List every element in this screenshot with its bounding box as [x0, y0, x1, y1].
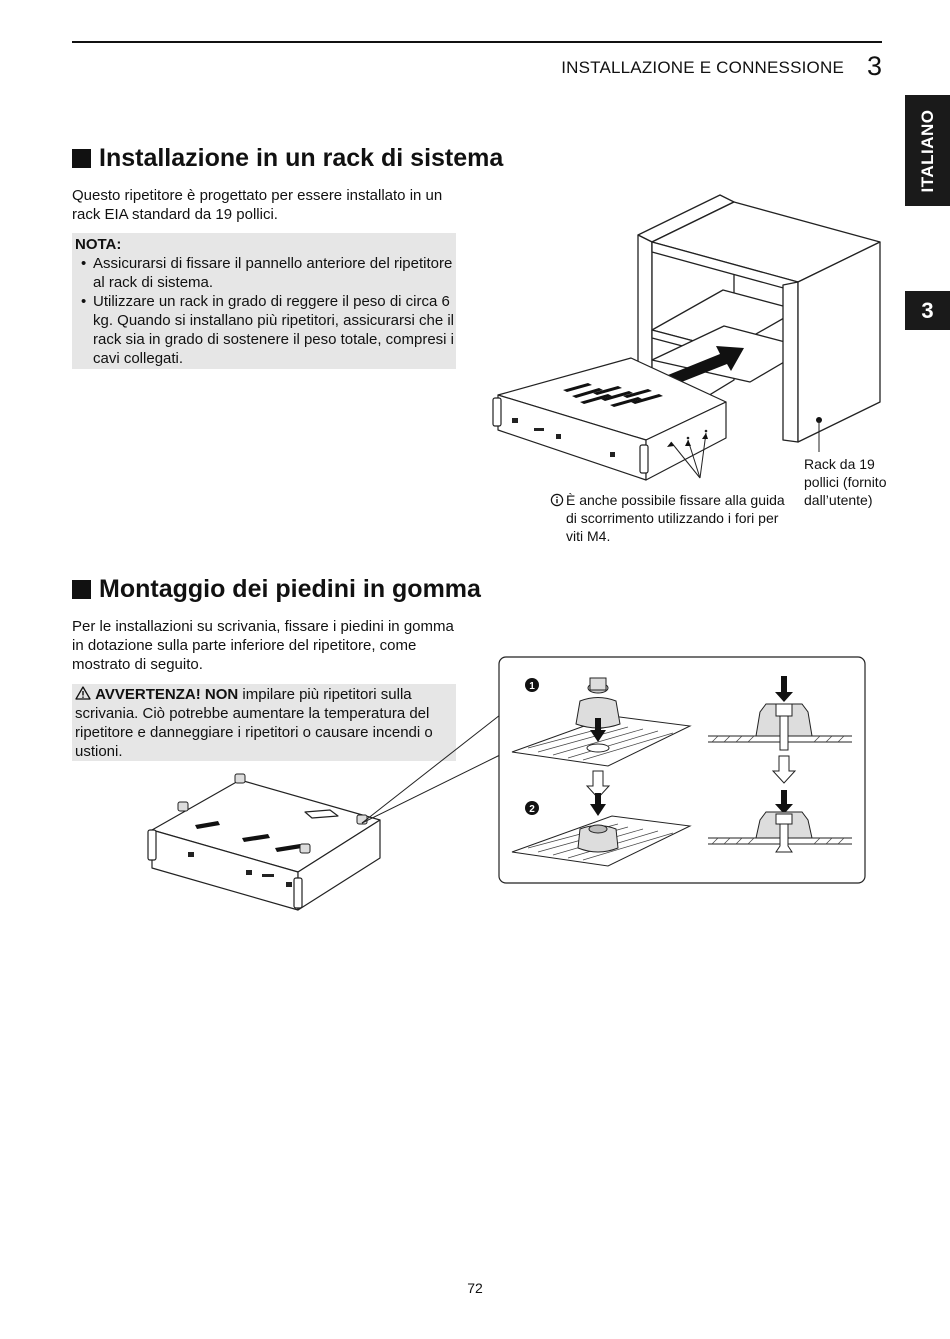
chapter-tab: 3	[905, 291, 950, 330]
warning-text: impilare più ripetitori sulla scrivania. Ciò potrebbe aumentare la temperatura del ripetitore e danneggiare i ripetitori o causare incendi o ustioni.	[75, 686, 433, 760]
running-header-chapter: 3	[866, 51, 882, 81]
note-box	[72, 233, 456, 369]
step-2-number: 2	[529, 804, 535, 815]
language-tab	[905, 95, 950, 206]
note-item: • Utilizzare un rack in grado di reggere il peso di circa 6 kg. Quando si installano più ripetitori, assicurarsi che il rack sia in grado di sostenere il peso totale, compresi i cavi collegati.	[75, 292, 456, 368]
header-rule	[72, 41, 882, 43]
info-circle-icon	[550, 493, 564, 507]
step-2-marker	[525, 801, 539, 815]
language-tab-label: ITALIANO	[917, 108, 937, 193]
section1-heading	[72, 144, 503, 173]
section2-title: Montaggio dei piedini in gomma	[99, 575, 481, 603]
page-number: 72	[467, 1280, 483, 1296]
repeater-with-feet-illustration	[140, 770, 390, 925]
note-list	[75, 254, 456, 368]
step-1-marker	[525, 678, 539, 692]
rack-right-front-edge	[783, 282, 798, 442]
rubber-feet-steps-callout	[498, 656, 866, 884]
note-heading: NOTA:	[75, 236, 122, 253]
step1-hole	[587, 744, 609, 752]
section2-intro: Per le installazioni su scrivania, fissare i piedini in gomma in dotazione sulla parte inferiore del ripetitore, come mostrato di seguito.	[72, 618, 454, 673]
square-bullet-icon	[72, 149, 91, 168]
rail-info-caption: È anche possibile fissare alla guida di scorrimento utilizzando i fori per viti M4.	[566, 492, 785, 544]
running-header-title: INSTALLAZIONE E CONNESSIONE	[561, 58, 844, 77]
square-bullet-icon	[72, 580, 91, 599]
step-1-number: 1	[529, 681, 535, 692]
warning-triangle-icon	[75, 686, 91, 700]
section2-heading	[72, 575, 481, 604]
note-item: • Assicurarsi di fissare il pannello anteriore del ripetitore al rack di sistema.	[75, 254, 456, 292]
section1-title: Installazione in un rack di sistema	[99, 144, 504, 172]
callout-lines	[360, 655, 505, 830]
rack-caption: Rack da 19 pollici (fornito dall’utente)	[804, 456, 887, 508]
rack-illustration	[488, 190, 888, 490]
warning-label: AVVERTENZA! NON	[95, 686, 239, 703]
section1-intro: Questo ripetitore è progettato per essere installato in un rack EIA standard da 19 pollici.	[72, 187, 443, 223]
